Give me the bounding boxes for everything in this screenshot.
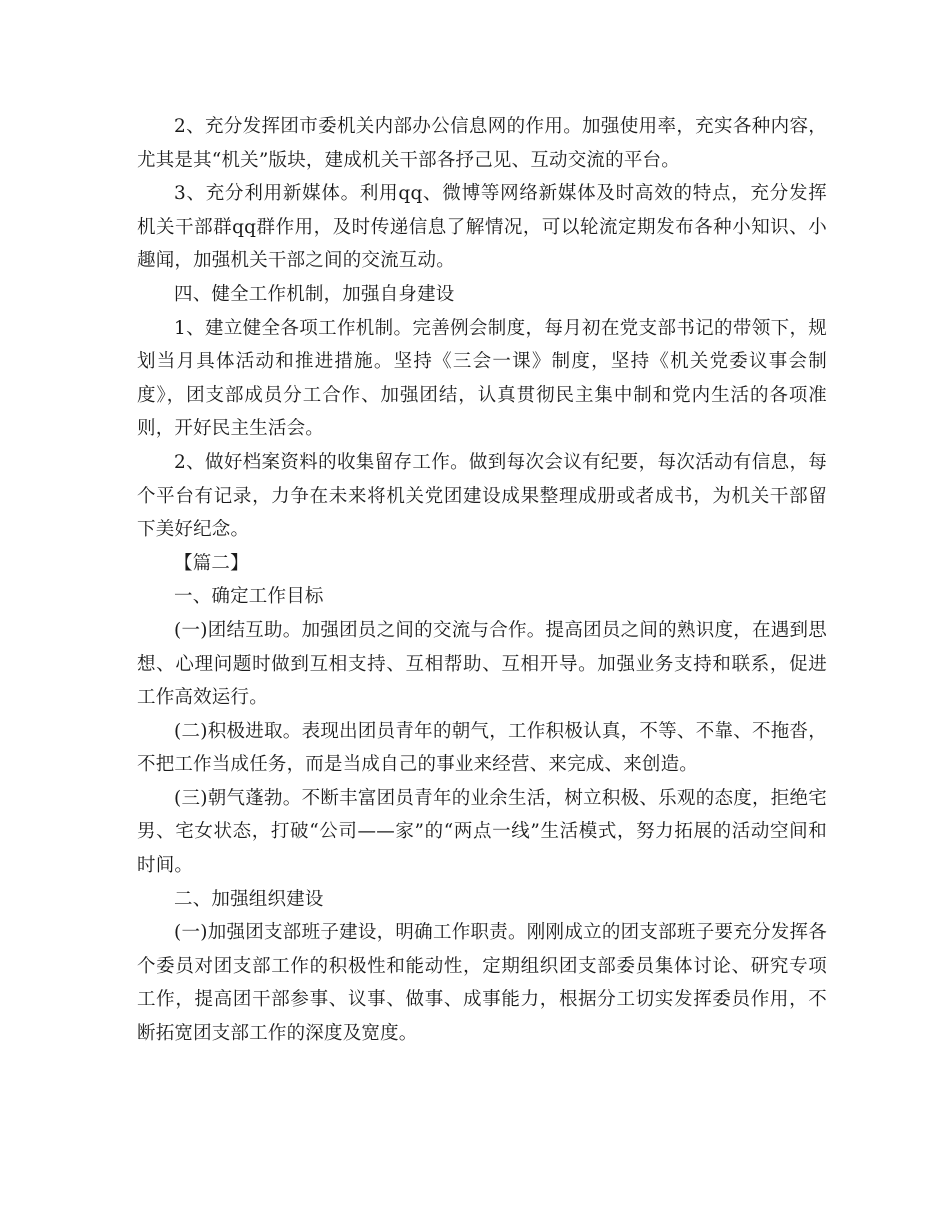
- section-heading-work-mechanism: 四、健全工作机制，加强自身建设: [174, 283, 455, 305]
- part-heading-two: 【篇二】: [174, 552, 249, 574]
- paragraph-unity: (一)团结互助。加强团员之间的交流与合作。提高团员之间的熟识度，在遇到思想、心理问题时做到互相支持、互相帮助、互相开导。加强业务支持和联系，促进工作高效运行。: [137, 619, 827, 709]
- paragraph-promote-intranet: 2、充分发挥团市委机关内部办公信息网的作用。加强使用率，充实各种内容，尤其是其“机关”版块，建成机关干部各抒己见、互动交流的平台。: [137, 116, 827, 171]
- paragraph-new-media: 3、充分利用新媒体。利用qq、微博等网络新媒体及时高效的特点，充分发挥机关干部群qq群作用，及时传递信息了解情况，可以轮流定期发布各种小知识、小趣闻，加强机关干部之间的交流互动。: [137, 183, 827, 272]
- paragraph-vitality: (三)朝气蓬勃。不断丰富团员青年的业余生活，树立积极、乐观的态度，拒绝宅男、宅女状态，打破“公司——家”的“两点一线”生活模式，努力拓展的活动空间和时间。: [137, 787, 827, 877]
- section-heading-organization: 二、加强组织建设: [174, 888, 324, 910]
- paragraph-initiative: (二)积极进取。表现出团员青年的朝气，工作积极认真，不等、不靠、不拖沓，不把工作当成任务，而是当成自己的事业来经营、来完成、来创造。: [137, 720, 827, 776]
- paragraph-work-mechanism: 1、建立健全各项工作机制。完善例会制度，每月初在党支部书记的带领下，规划当月具体活动和推进措施。坚持《三会一课》制度，坚持《机关党委议事会制度》，团支部成员分工合作、加强团结，认真贯彻民主集中制和党内生活的各项准则，开好民主生活会。: [137, 317, 827, 440]
- paragraph-archive: 2、做好档案资料的收集留存工作。做到每次会议有纪要，每次活动有信息，每个平台有记录，力争在未来将机关党团建设成果整理成册或者成书，为机关干部留下美好纪念。: [137, 451, 827, 541]
- document-body: [137, 110, 827, 1051]
- paragraph-team-building: (一)加强团支部班子建设，明确工作职责。刚刚成立的团支部班子要充分发挥各个委员对团支部工作的积极性和能动性，定期组织团支部委员集体讨论、研究专项工作，提高团干部参事、议事、做事、成事能力，根据分工切实发挥委员作用，不断拓宽团支部工作的深度及宽度。: [137, 922, 827, 1045]
- section-heading-work-goals: 一、确定工作目标: [174, 586, 324, 608]
